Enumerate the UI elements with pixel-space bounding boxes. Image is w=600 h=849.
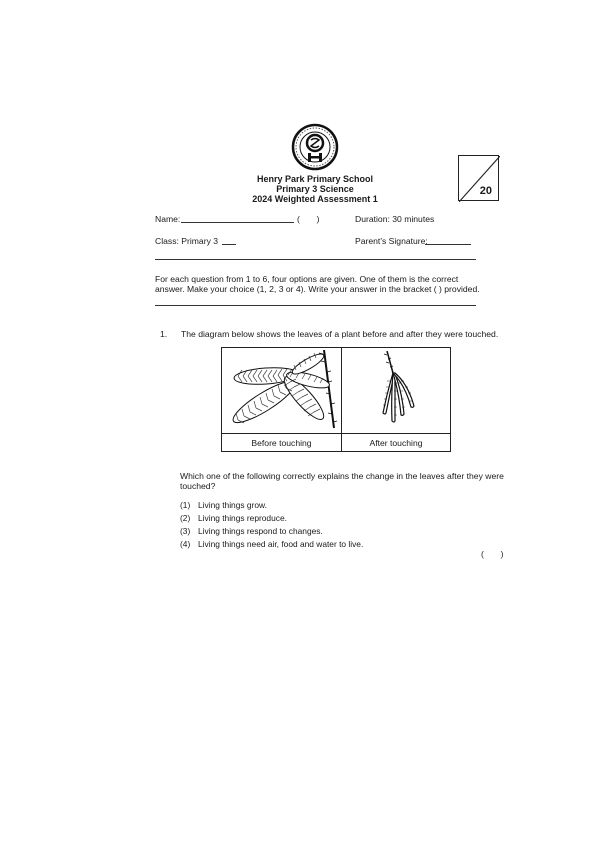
option-text: Living things reproduce. [198,513,287,523]
question-prompt-line-2: touched? [180,481,216,491]
answer-bracket[interactable]: ( ) [481,549,504,559]
option-1 [180,500,267,510]
after-touching-caption: After touching [369,438,423,448]
duration-label: Duration: 30 minutes [355,214,435,224]
divider-rule [155,305,476,306]
option-2 [180,513,287,523]
option-number: (4) [180,539,191,549]
signature-label: Parent's Signature: [355,236,428,246]
question-number: 1. [160,329,168,339]
class-label: Class: Primary 3 [155,236,219,246]
question-prompt-line-1: Which one of the following correctly explains the change in the leaves after they were [180,471,504,481]
caption-divider [222,433,450,434]
assessment-title: 2024 Weighted Assessment 1 [252,194,378,204]
option-3 [180,526,323,536]
class-field[interactable] [222,244,236,245]
subject-title: Primary 3 Science [276,184,354,194]
option-text: Living things respond to changes. [198,526,323,536]
instructions-line-2: answer. Make your choice (1, 2, 3 or 4). Write your answer in the bracket ( ) provided. [155,284,480,294]
option-number: (2) [180,513,191,523]
before-touching-caption: Before touching [251,438,312,448]
option-number: (1) [180,500,191,510]
option-text: Living things need air, food and water to live. [198,539,364,549]
register-number-bracket[interactable]: ( ) [297,214,320,224]
name-field[interactable] [181,222,294,223]
leaf-diagram [221,347,451,452]
school-name: Henry Park Primary School [256,174,374,184]
score-total: 20 [479,185,492,197]
score-box [458,155,499,201]
divider-rule [155,259,476,260]
question-stem: The diagram below shows the leaves of a plant before and after they were touched. [181,329,499,339]
signature-field[interactable] [425,244,471,245]
school-crest-icon [291,123,339,171]
leaves-closed-icon [377,351,427,431]
option-text: Living things grow. [198,500,267,510]
leaves-open-icon [226,350,338,430]
name-label: Name: [155,214,181,224]
option-number: (3) [180,526,191,536]
instructions-line-1: For each question from 1 to 6, four options are given. One of them is the correct [155,274,459,284]
option-4 [180,539,363,549]
